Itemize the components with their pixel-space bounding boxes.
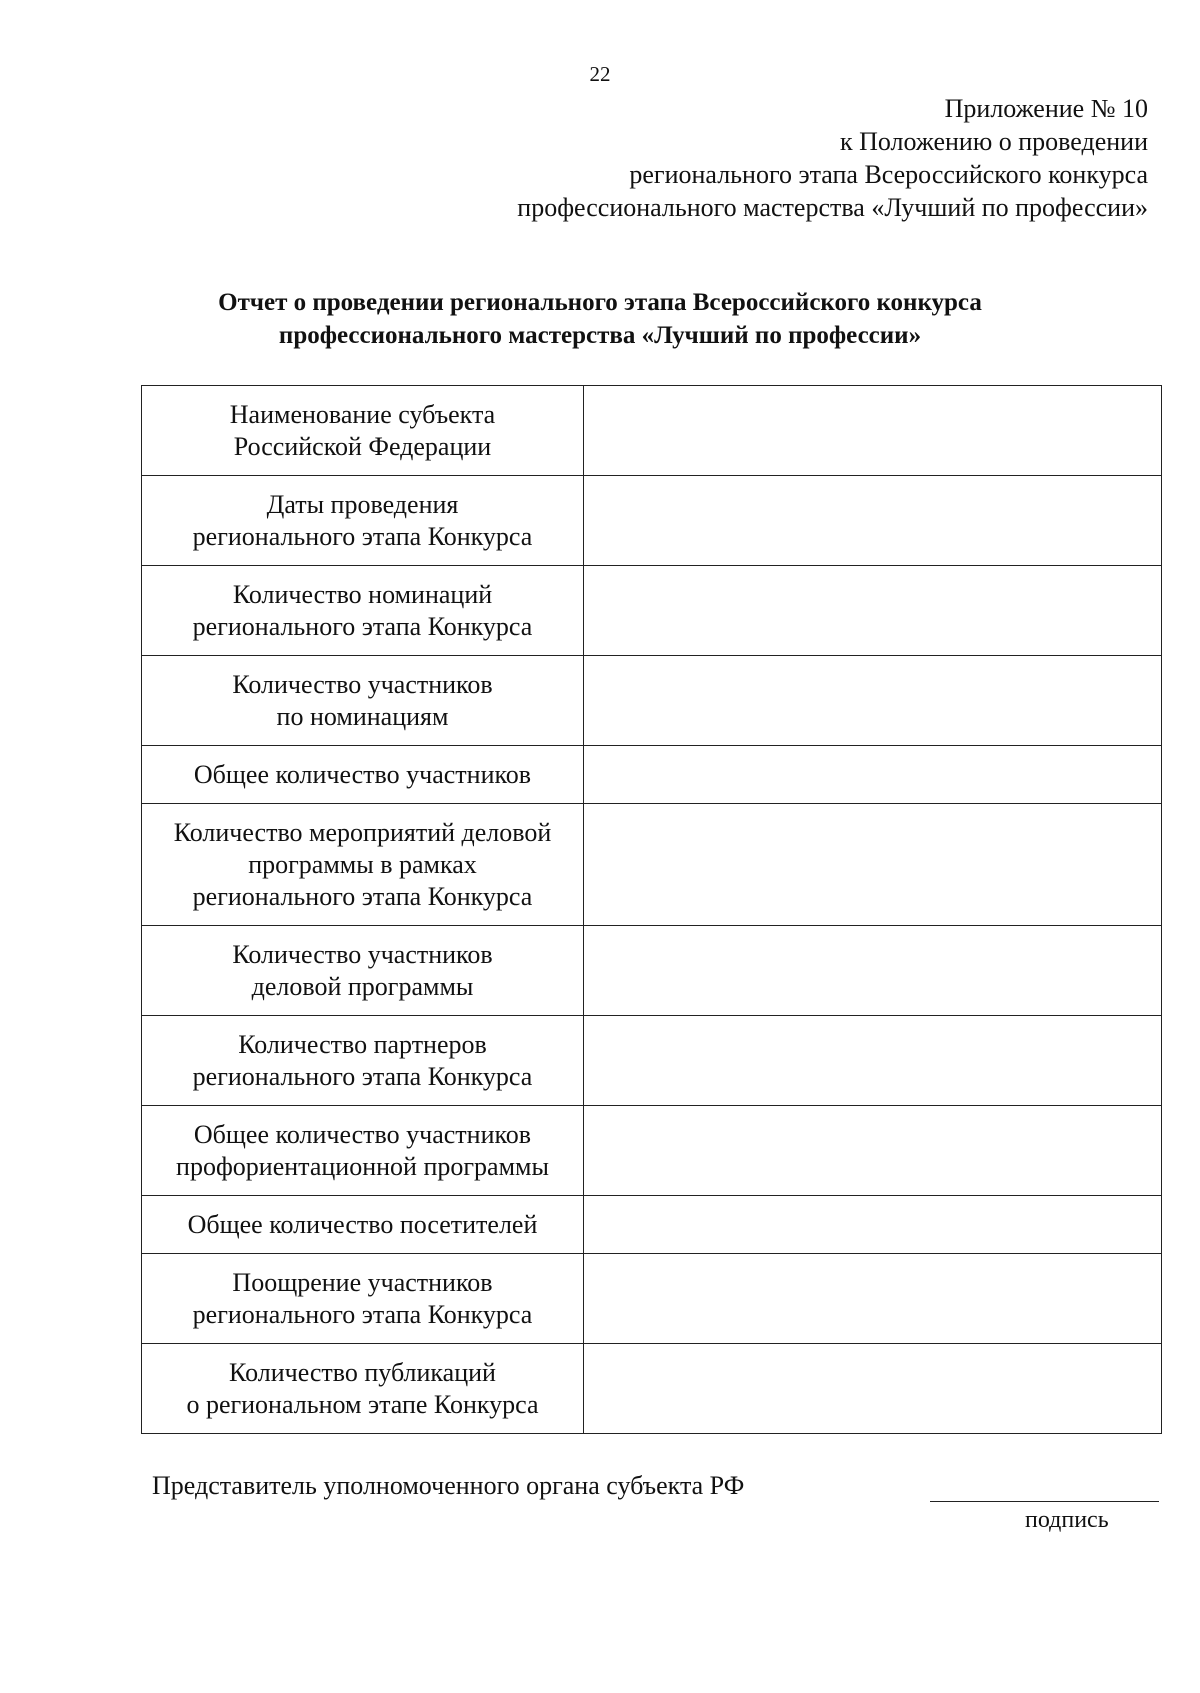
appendix-header — [517, 92, 1148, 224]
appendix-number: Приложение № 10 — [944, 94, 1148, 123]
signature-caption: подпись — [1025, 1507, 1109, 1533]
row-label-line: регионального этапа Конкурса — [192, 1299, 533, 1329]
table-row-subject-name — [142, 386, 1162, 476]
document-title — [0, 286, 1200, 352]
row-label — [142, 926, 584, 1016]
document-title-line-2: профессионального мастерства «Лучший по профессии» — [278, 322, 922, 349]
row-label-line: Количество мероприятий деловой — [173, 817, 552, 847]
row-label-line: Количество публикаций — [229, 1357, 496, 1387]
row-label-line: Поощрение участников — [232, 1267, 493, 1297]
row-value — [584, 1344, 1162, 1434]
row-value — [584, 1254, 1162, 1344]
table-row-participants-by-nomination — [142, 656, 1162, 746]
row-value — [584, 746, 1162, 804]
table-row-partners-count — [142, 1016, 1162, 1106]
row-value — [584, 1196, 1162, 1254]
row-label — [142, 386, 584, 476]
table-row-total-participants — [142, 746, 1162, 804]
row-label-line: регионального этапа Конкурса — [192, 521, 533, 551]
report-table — [141, 385, 1162, 1434]
row-label — [142, 656, 584, 746]
row-label-line: Общее количество участников — [193, 1119, 532, 1149]
document-title-line-1: Отчет о проведении регионального этапа Всероссийского конкурса — [218, 289, 982, 316]
row-value — [584, 1016, 1162, 1106]
row-label-line: программы в рамках — [248, 849, 477, 879]
appendix-reference-contest: профессионального мастерства «Лучший по профессии» — [517, 193, 1148, 222]
row-label-line: регионального этапа Конкурса — [192, 611, 533, 641]
appendix-reference: к Положению о проведении — [839, 127, 1148, 156]
appendix-reference-stage: регионального этапа Всероссийского конкурса — [629, 160, 1148, 189]
row-label-line: Количество партнеров — [238, 1029, 487, 1059]
table-row-nominations-count — [142, 566, 1162, 656]
page-number: 22 — [589, 62, 611, 86]
row-label-line: профориентационной программы — [176, 1151, 549, 1181]
row-label — [142, 1016, 584, 1106]
row-label-line: Наименование субъекта — [229, 399, 496, 429]
table-row-publications-count — [142, 1344, 1162, 1434]
row-label-line: Общее количество посетителей — [187, 1209, 538, 1239]
row-label-line: Количество участников — [232, 939, 493, 969]
row-label — [142, 804, 584, 926]
row-label-line: Российской Федерации — [233, 431, 492, 461]
table-row-career-guidance-participants — [142, 1106, 1162, 1196]
table-row-dates — [142, 476, 1162, 566]
row-label — [142, 476, 584, 566]
row-label-line: о региональном этапе Конкурса — [186, 1389, 539, 1419]
table-row-total-visitors — [142, 1196, 1162, 1254]
row-label-line: по номинациям — [276, 701, 449, 731]
row-value — [584, 656, 1162, 746]
representative-label: Представитель уполномоченного органа субъекта РФ — [152, 1471, 745, 1500]
row-value — [584, 1106, 1162, 1196]
row-label — [142, 566, 584, 656]
row-label-line: регионального этапа Конкурса — [192, 1061, 533, 1091]
table-row-participant-rewards — [142, 1254, 1162, 1344]
row-value — [584, 926, 1162, 1016]
row-label-line: Даты проведения — [266, 489, 459, 519]
row-label-line: Количество номинаций — [232, 579, 493, 609]
row-value — [584, 566, 1162, 656]
row-value — [584, 386, 1162, 476]
row-label-line: Количество участников — [232, 669, 493, 699]
row-label — [142, 746, 584, 804]
row-value — [584, 476, 1162, 566]
signature-line — [930, 1501, 1159, 1502]
table-row-business-events-count — [142, 804, 1162, 926]
row-label — [142, 1106, 584, 1196]
row-label-line: регионального этапа Конкурса — [192, 881, 533, 911]
row-label — [142, 1344, 584, 1434]
row-label — [142, 1196, 584, 1254]
row-label-line: Общее количество участников — [193, 759, 532, 789]
table-row-business-participants — [142, 926, 1162, 1016]
row-label — [142, 1254, 584, 1344]
row-label-line: деловой программы — [251, 971, 474, 1001]
row-value — [584, 804, 1162, 926]
